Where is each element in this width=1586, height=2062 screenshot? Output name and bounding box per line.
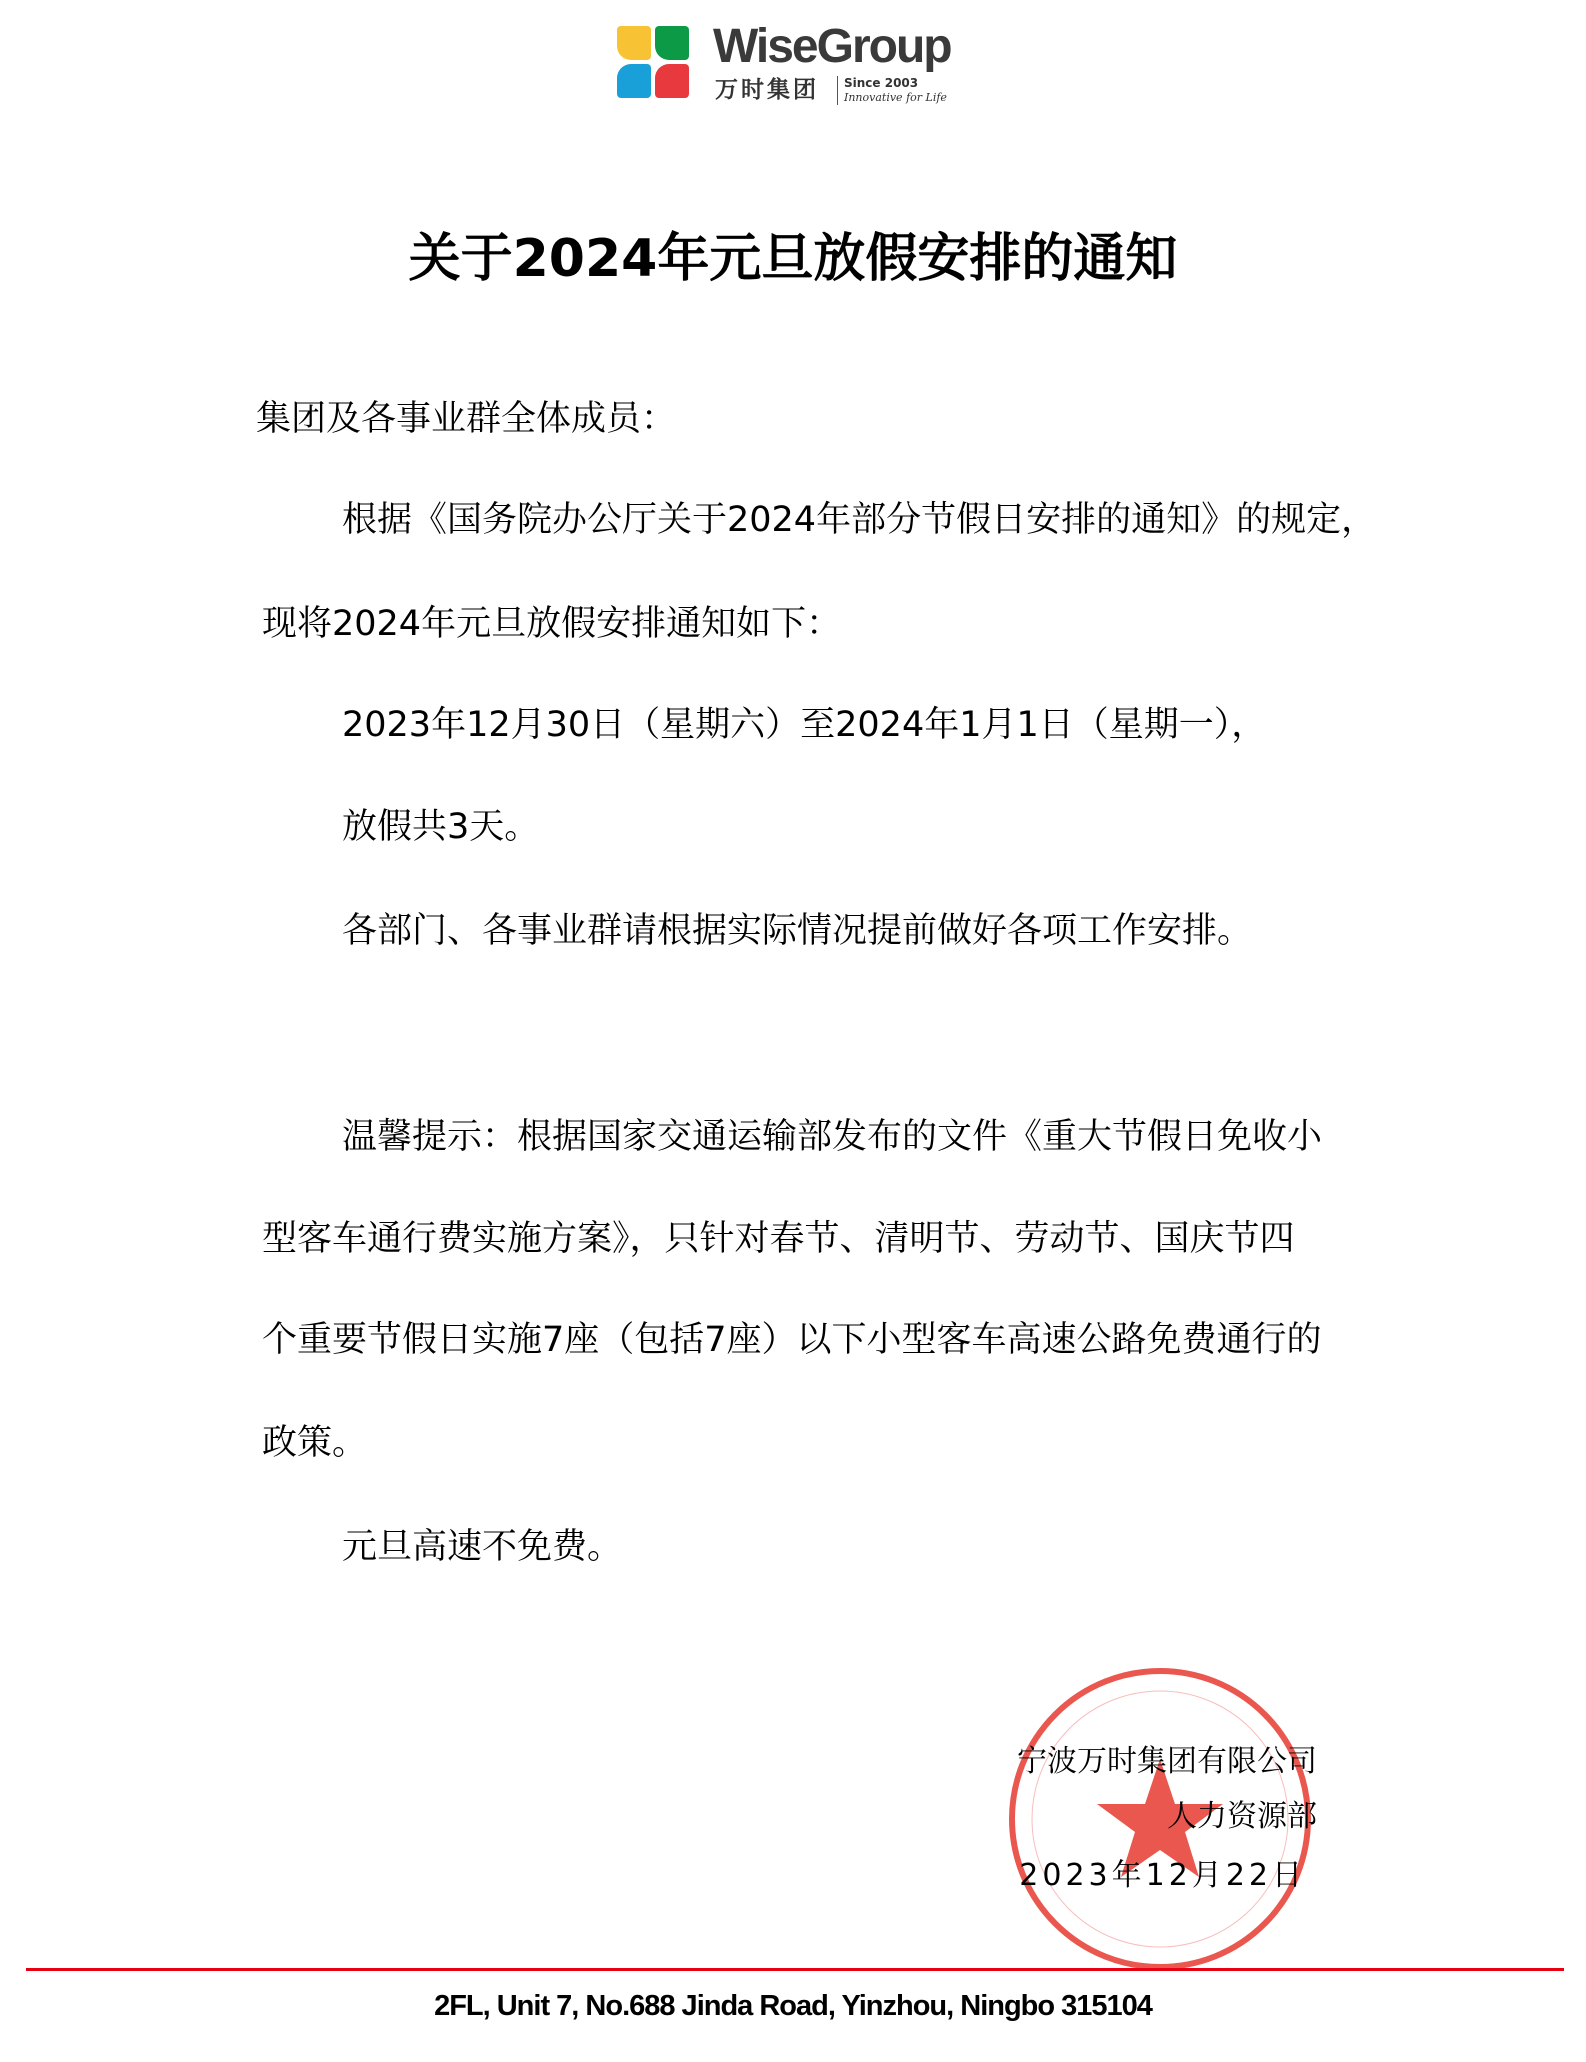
signature-date: 2023年12月22日 (1019, 1858, 1306, 1893)
tip-line3: 个重要节假日实施7座（包括7座）以下小型客车高速公路免费通行的 (262, 1320, 1322, 1360)
tagline-text: Innovative for Life (844, 91, 947, 104)
footer-divider (26, 1968, 1564, 1971)
logo-since (837, 76, 947, 105)
footer-address: 2FL, Unit 7, No.688 Jinda Road, Yinzhou, Ningbo 315104 (434, 1990, 1152, 2022)
arrange-line: 各部门、各事业群请根据实际情况提前做好各项工作安排。 (342, 911, 1253, 951)
since-text: Since 2003 (844, 76, 919, 90)
para1-line2: 现将2024年元旦放假安排通知如下： (262, 604, 842, 644)
logo-green-square (655, 26, 689, 60)
tip-line1: 温馨提示：根据国家交通运输部发布的文件《重大节假日免收小 (342, 1117, 1323, 1157)
signature-department: 人力资源部 (1167, 1799, 1317, 1834)
days-line: 放假共3天。 (342, 807, 540, 847)
logo-brand: WiseGroup (713, 20, 951, 73)
document-title: 关于2024年元旦放假安排的通知 (408, 229, 1178, 289)
para1-line1: 根据《国务院办公厅关于2024年部分节假日安排的通知》的规定， (342, 500, 1377, 540)
logo-chinese: 万时集团 (715, 77, 819, 103)
logo-yellow-square (617, 26, 651, 60)
tip-line4: 政策。 (262, 1423, 368, 1463)
salutation: 集团及各事业群全体成员： (256, 399, 677, 439)
logo-red-square (655, 64, 689, 98)
dates-line: 2023年12月30日（星期六）至2024年1月1日（星期一）， (342, 705, 1267, 745)
company-logo (617, 22, 962, 108)
signature-company: 宁波万时集团有限公司 (1017, 1744, 1317, 1779)
tip-line2: 型客车通行费实施方案》，只针对春节、清明节、劳动节、国庆节四 (262, 1219, 1295, 1259)
closing-line: 元旦高速不免费。 (342, 1527, 623, 1567)
logo-blue-square (617, 64, 651, 98)
